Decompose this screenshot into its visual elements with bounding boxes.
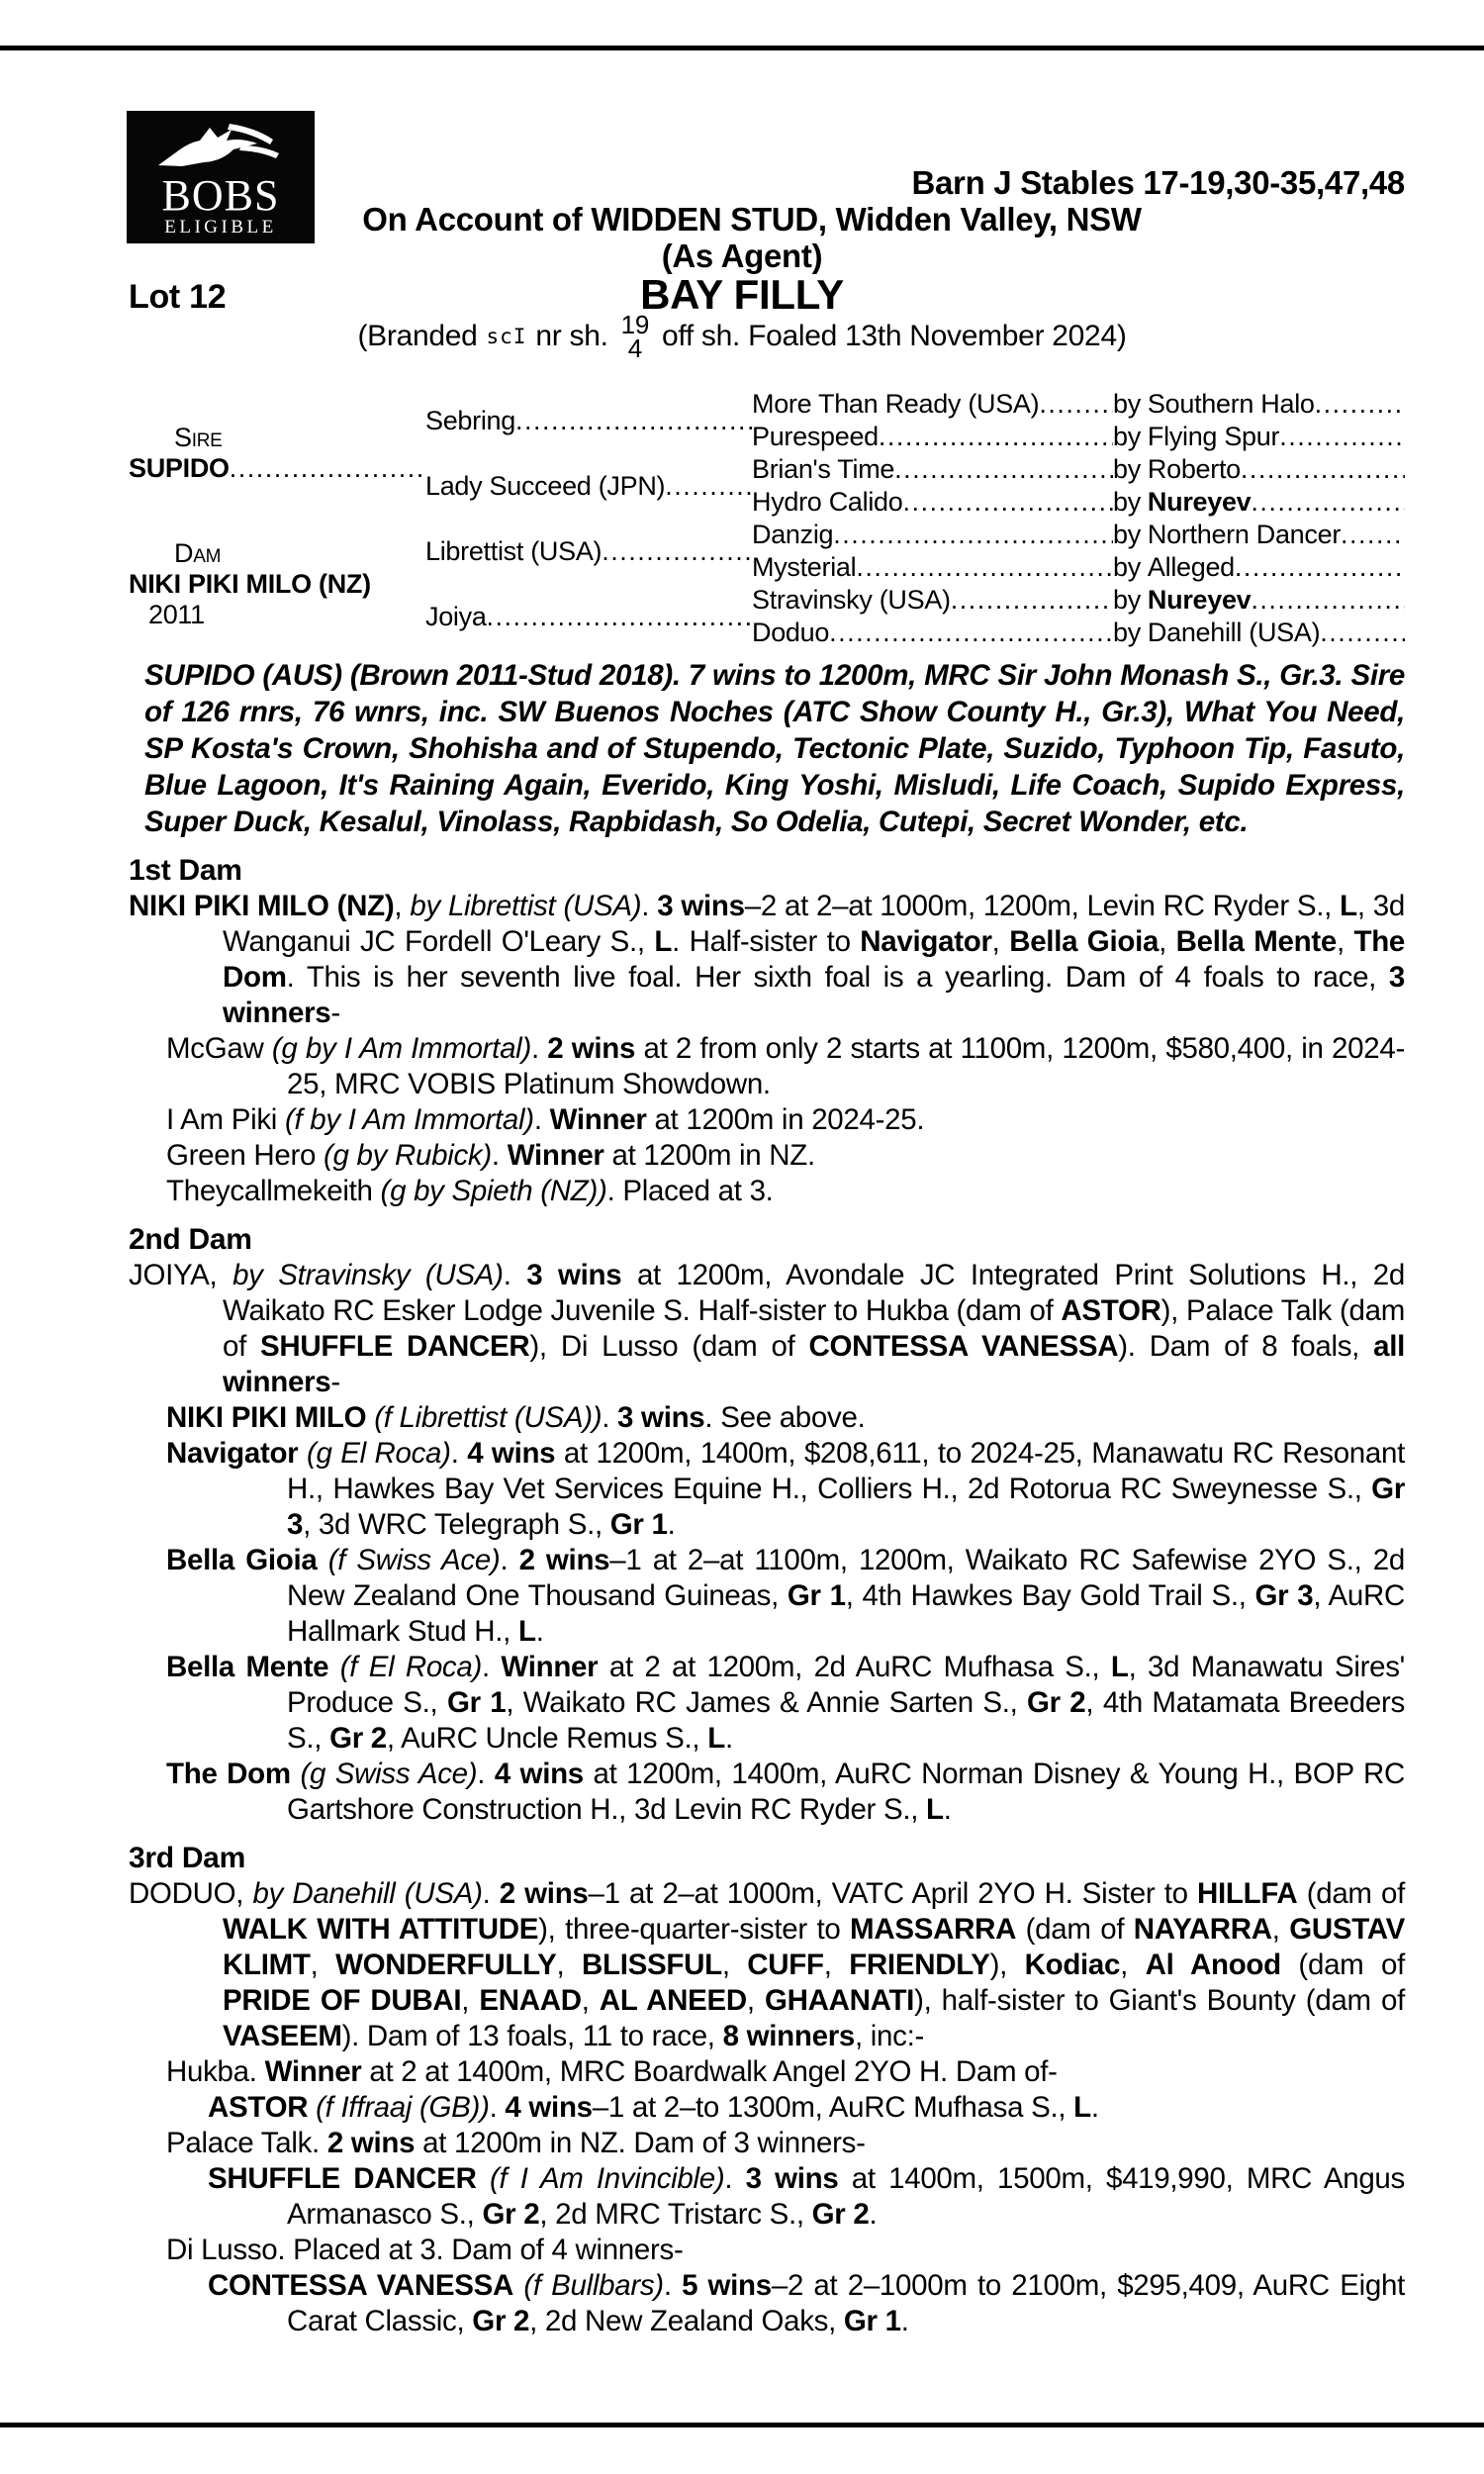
- pedigree-gen3-sire: Danehill (USA): [1147, 618, 1321, 647]
- page-title: BAY FILLY: [640, 271, 844, 318]
- dot-leader: [230, 453, 425, 484]
- brand-fraction: [620, 310, 649, 363]
- pedigree-gen3-by: by: [1113, 422, 1141, 451]
- pedigree-paragraph: Palace Talk. 2 wins at 1200m in NZ. Dam of 3 winners-: [166, 2127, 866, 2159]
- pedigree-paragraph: The Dom (g Swiss Ace). 4 wins at 1200m, 1400m, AuRC Norman Disney & Young H., BOP RC Gartshore Construction H., 3d Levin RC Ryder S., L.: [166, 1758, 1406, 1826]
- pedigree-gen2-cell: [425, 519, 752, 584]
- lot-number: Lot 12: [129, 278, 227, 316]
- dot-leader: [856, 552, 1113, 583]
- pedigree-gen3-sire: Alleged: [1147, 552, 1235, 582]
- dot-leader: [829, 618, 1113, 648]
- dot-leader: [1320, 618, 1405, 648]
- pedigree-gen3-sire: Nureyev: [1147, 487, 1252, 517]
- pedigree-gen3-name-cell: [752, 453, 1113, 486]
- pedigree-gen3-name-cell: [752, 584, 1113, 617]
- pedigree-gen3-sire: Roberto: [1147, 454, 1241, 484]
- sire-label: Sire: [174, 423, 223, 452]
- pedigree-gen2-cell: [425, 388, 752, 453]
- dam-sections: [129, 853, 1405, 2339]
- dot-leader: [602, 536, 752, 567]
- pedigree-gen3-sire-cell: [1113, 551, 1405, 584]
- pedigree-gen3-sire-cell: [1113, 388, 1405, 421]
- dam-name-line: [129, 569, 425, 600]
- dam-section: [129, 853, 1405, 1209]
- dam-section-paragraphs: [129, 889, 1405, 1209]
- dam-name: NIKI PIKI MILO (NZ): [129, 568, 371, 599]
- pedigree-gen3-name-cell: [752, 617, 1113, 649]
- pedigree-gen3-sire: Nureyev: [1147, 585, 1252, 615]
- dot-leader: [1039, 389, 1113, 420]
- pedigree-gen3-name-cell: [752, 519, 1113, 551]
- sire-summary: SUPIDO (AUS) (Brown 2011-Stud 2018). 7 wins to 1200m, MRC Sir John Monash S., Gr.3. Sire of 126 rnrs, 76 wnrs, inc. SW Buenos Noches (ATC Show County H., Gr.3), What You Need, SP Kosta's Crown, Shohisha and of Stupendo, Tectonic Plate, Suzido, Typhoon Tip, Fasuto, Blue Lagoon, It's Raining Again, Everido, King Yoshi, Misludi, Life Coach, Supido Express, Super Duck, Kesalul, Vinolass, Rapbidash, So Odelia, Cutepi, Secret Wonder, etc.: [144, 659, 1405, 838]
- dam-year: 2011: [148, 599, 205, 629]
- brand-mark: scI: [486, 325, 527, 348]
- pedigree-gen3-by: by: [1113, 552, 1141, 582]
- pedigree-gen3-name: Mysterial: [752, 552, 857, 582]
- dot-leader: [665, 471, 752, 502]
- brand-line: [0, 310, 1484, 363]
- pedigree-gen2-name: Sebring: [425, 405, 515, 435]
- vendor-line: On Account of WIDDEN STUD, Widden Valley, NSW: [362, 201, 1142, 238]
- dot-leader: [833, 520, 1113, 550]
- agent-line: (As Agent): [661, 238, 823, 274]
- dot-leader: [902, 487, 1113, 518]
- brand-prefix: (Branded: [357, 320, 478, 352]
- pedigree-paragraph: JOIYA, by Stravinsky (USA). 3 wins at 1200m, Avondale JC Integrated Print Solutions H., 2d Waikato RC Esker Lodge Juvenile S. Half-sister to Hukba (dam of ASTOR), Palace Talk (dam of SHUFFLE DANCER), Di Lusso (dam of CONTESSA VANESSA). Dam of 8 foals, all winners-: [129, 1259, 1405, 1398]
- pedigree-gen3-sire: Flying Spur: [1147, 422, 1280, 451]
- pedigree-gen3-name: Doduo: [752, 618, 830, 647]
- dam-section-paragraphs: [129, 1876, 1405, 2339]
- pedigree-gen3-sire-cell: [1113, 421, 1405, 453]
- pedigree-gen3-name: More Than Ready (USA): [752, 389, 1040, 419]
- pedigree-gen3-sire-cell: [1113, 519, 1405, 551]
- pedigree-gen3-sire-cell: [1113, 453, 1405, 486]
- pedigree-paragraph: Green Hero (g by Rubick). Winner at 1200m in NZ.: [166, 1139, 815, 1172]
- dam-section: [129, 1841, 1405, 2339]
- pedigree-paragraph: CONTESSA VANESSA (f Bullbars). 5 wins–2 at 2–1000m to 2100m, $295,409, AuRC Eight Carat Classic, Gr 2, 2d New Zealand Oaks, Gr 1.: [208, 2269, 1405, 2337]
- pedigree-paragraph: Bella Gioia (f Swiss Ace). 2 wins–1 at 2–at 1100m, 1200m, Waikato RC Safewise 2YO S., 2d New Zealand One Thousand Guineas, Gr 1, 4th Hawkes Bay Gold Trail S., Gr 3, AuRC Hallmark Stud H., L.: [166, 1544, 1406, 1648]
- brand-mid: nr sh.: [535, 320, 608, 352]
- dam-section-heading: 2nd Dam: [129, 1223, 252, 1256]
- pedigree-gen3-name-cell: [752, 551, 1113, 584]
- brand-suffix: off sh. Foaled 13th November 2024): [661, 320, 1127, 352]
- pedigree-gen3-name-cell: [752, 388, 1113, 421]
- dot-leader: [487, 602, 752, 632]
- dot-leader: [894, 454, 1113, 485]
- pedigree-gen2-name: Lady Succeed (JPN): [425, 470, 666, 501]
- dam-section-heading: 1st Dam: [129, 854, 242, 887]
- pedigree-gen3-name: Stravinsky (USA): [752, 585, 951, 615]
- pedigree-gen3-by: by: [1113, 520, 1141, 549]
- dot-leader: [1251, 487, 1405, 518]
- brand-fraction-top: 19: [620, 310, 649, 339]
- pedigree-gen3-name-cell: [752, 486, 1113, 519]
- pedigree-gen3-name-cell: [752, 421, 1113, 453]
- top-rule: [0, 46, 1484, 50]
- pedigree-gen2-cell: [425, 584, 752, 649]
- pedigree-gen3-sire-cell: [1113, 584, 1405, 617]
- pedigree-paragraph: Navigator (g El Roca). 4 wins at 1200m, 1400m, $208,611, to 2024-25, Manawatu RC Resonant H., Hawkes Bay Vet Services Equine H., Colliers H., 2d Rotorua RC Sweynesse S., Gr 3, 3d WRC Telegraph S., Gr 1.: [166, 1437, 1406, 1541]
- dot-leader: [1315, 389, 1405, 420]
- pedigree-gen2-name: Joiya: [425, 601, 487, 631]
- dam-section: [129, 1222, 1405, 1828]
- dot-leader: [1241, 454, 1405, 485]
- pedigree-gen3-by: by: [1113, 454, 1141, 484]
- pedigree-gen3-name: Danzig: [752, 520, 834, 549]
- logo-text-bobs: BOBS: [161, 171, 280, 220]
- pedigree-paragraph: NIKI PIKI MILO (f Librettist (USA)). 3 wins. See above.: [166, 1401, 866, 1434]
- pedigree-paragraph: NIKI PIKI MILO (NZ), by Librettist (USA). 3 wins–2 at 2–at 1000m, 1200m, Levin RC Ryder S., L, 3d Wanganui JC Fordell O'Leary S., L. Half-sister to Navigator, Bella Gioia, Bella Mente, The Dom. This is her seventh live foal. Her sixth foal is a yearling. Dam of 4 foals to race, 3 winners-: [129, 890, 1406, 1029]
- pedigree-gen3-by: by: [1113, 618, 1141, 647]
- pedigree-gen2-cell: [425, 453, 752, 519]
- pedigree-gen3-sire: Northern Dancer: [1147, 520, 1342, 549]
- dot-leader: [879, 422, 1113, 452]
- sire-name: SUPIDO: [129, 453, 230, 483]
- pedigree-paragraph: ASTOR (f Iffraaj (GB)). 4 wins–1 at 2–to 1300m, AuRC Mufhasa S., L.: [208, 2091, 1099, 2124]
- pedigree-table: [129, 388, 1405, 649]
- dot-leader: [951, 585, 1113, 616]
- pedigree-gen3-name: Purespeed: [752, 422, 879, 451]
- logo-text-eligible: ELIGIBLE: [164, 217, 277, 238]
- dot-leader: [1341, 520, 1405, 550]
- pedigree-gen3-name: Hydro Calido: [752, 487, 903, 517]
- pedigree-paragraph: Theycallmekeith (g by Spieth (NZ)). Placed at 3.: [166, 1175, 774, 1207]
- sire-block: [129, 388, 425, 519]
- dot-leader: [515, 406, 752, 436]
- dam-section-paragraphs: [129, 1258, 1405, 1828]
- dam-section-heading: 3rd Dam: [129, 1842, 245, 1874]
- dot-leader: [1279, 422, 1405, 452]
- brand-fraction-bottom: 4: [627, 333, 642, 363]
- pedigree-paragraph: I Am Piki (f by I Am Immortal). Winner at 1200m in 2024-25.: [166, 1103, 925, 1136]
- pedigree-paragraph: DODUO, by Danehill (USA). 2 wins–1 at 2–at 1000m, VATC April 2YO H. Sister to HILLFA (dam of WALK WITH ATTITUDE), three-quarter-sister to MASSARRA (dam of NAYARRA, GUSTAV KLIMT, WONDERFULLY, BLISSFUL, CUFF, FRIENDLY), Kodiac, Al Anood (dam of PRIDE OF DUBAI, ENAAD, AL ANEED, GHAANATI), half-sister to Giant's Bounty (dam of VASEEM). Dam of 13 foals, 11 to race, 8 winners, inc:-: [129, 1877, 1406, 2052]
- dam-label: Dam: [174, 537, 222, 568]
- horse-head-icon: [146, 120, 295, 177]
- pedigree-paragraph: Di Lusso. Placed at 3. Dam of 4 winners-: [166, 2234, 684, 2266]
- pedigree-gen3-by: by: [1113, 389, 1141, 419]
- dot-leader: [1235, 552, 1405, 583]
- pedigree-gen3-sire-cell: [1113, 617, 1405, 649]
- barn-allocation: Barn J Stables 17-19,30-35,47,48: [911, 164, 1405, 201]
- sire-name-line: [129, 453, 425, 484]
- pedigree-gen3-sire: Southern Halo: [1147, 389, 1315, 419]
- pedigree-paragraph: SHUFFLE DANCER (f I Am Invincible). 3 wins at 1400m, 1500m, $419,990, MRC Angus Armanasco S., Gr 2, 2d MRC Tristarc S., Gr 2.: [208, 2162, 1405, 2231]
- dot-leader: [1251, 585, 1405, 616]
- pedigree-gen3-by: by: [1113, 585, 1141, 615]
- pedigree-paragraph: Bella Mente (f El Roca). Winner at 2 at 1200m, 2d AuRC Mufhasa S., L, 3d Manawatu Sires' Produce S., Gr 1, Waikato RC James & Annie Sarten S., Gr 2, 4th Matamata Breeders S., Gr 2, AuRC Uncle Remus S., L.: [166, 1651, 1405, 1755]
- bobs-eligible-logo: [127, 111, 315, 243]
- pedigree-paragraph: McGaw (g by I Am Immortal). 2 wins at 2 from only 2 starts at 1100m, 1200m, $580,400, in 2024-25, MRC VOBIS Platinum Showdown.: [166, 1032, 1405, 1100]
- pedigree-text-body: [129, 657, 1405, 2339]
- pedigree-gen3-sire-cell: [1113, 486, 1405, 519]
- pedigree-gen3-name: Brian's Time: [752, 454, 895, 484]
- pedigree-paragraph: Hukba. Winner at 2 at 1400m, MRC Boardwalk Angel 2YO H. Dam of-: [166, 2055, 1058, 2088]
- pedigree-gen2-name: Librettist (USA): [425, 535, 603, 566]
- pedigree-gen3-by: by: [1113, 487, 1141, 517]
- dam-block: [129, 519, 425, 649]
- bottom-rule: [0, 2423, 1484, 2427]
